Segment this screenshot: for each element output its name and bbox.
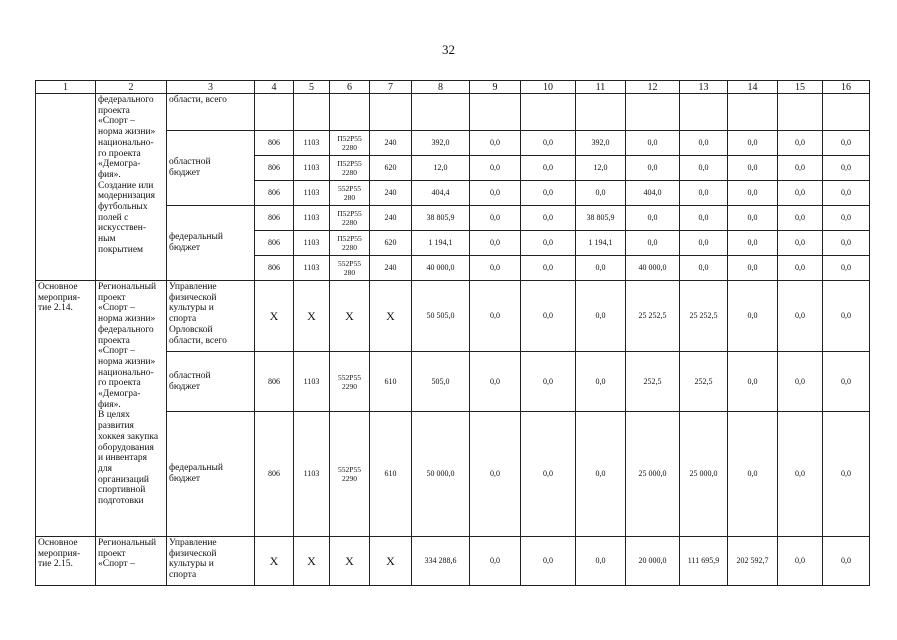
value-cell: 0,0	[778, 156, 823, 181]
value-cell: 0,0	[470, 231, 521, 256]
value-cell: 111 695,9	[680, 537, 728, 586]
value-cell: 806	[255, 352, 294, 412]
event-description: Региональный проект «Спорт –	[96, 537, 167, 586]
value-cell: 1103	[294, 206, 330, 231]
value-cell: 0,0	[823, 352, 870, 412]
value-cell: 0,0	[680, 156, 728, 181]
value-cell: 0,0	[470, 181, 521, 206]
column-header: 9	[470, 81, 521, 94]
col1-cell	[36, 94, 96, 281]
kbk-code-cell: 552Р55 280	[330, 256, 370, 281]
column-header: 8	[412, 81, 470, 94]
value-cell: 0,0	[576, 352, 626, 412]
value-cell: 12,0	[412, 156, 470, 181]
value-cell: 0,0	[728, 206, 778, 231]
value-cell: 0,0	[626, 231, 680, 256]
executor-cell: области, всего	[167, 94, 255, 131]
value-cell: 0,0	[778, 352, 823, 412]
value-cell: 0,0	[680, 206, 728, 231]
value-cell: 20 000,0	[626, 537, 680, 586]
value-cell: 0,0	[778, 537, 823, 586]
value-cell: 0,0	[728, 156, 778, 181]
column-header: 11	[576, 81, 626, 94]
value-cell: X	[294, 537, 330, 586]
value-cell: 25 000,0	[680, 412, 728, 537]
value-cell: 1103	[294, 231, 330, 256]
value-cell: 1103	[294, 131, 330, 156]
kbk-code-cell: П52Р55 2280	[330, 231, 370, 256]
value-cell: 806	[255, 181, 294, 206]
value-cell: 50 505,0	[412, 281, 470, 352]
kbk-code-cell: 552Р55 2290	[330, 412, 370, 537]
value-cell: 806	[255, 156, 294, 181]
value-cell: 0,0	[823, 156, 870, 181]
value-cell: 0,0	[626, 206, 680, 231]
value-cell: 240	[370, 131, 412, 156]
value-cell: 0,0	[470, 412, 521, 537]
value-cell	[412, 94, 470, 131]
column-header: 3	[167, 81, 255, 94]
value-cell: 0,0	[728, 181, 778, 206]
value-cell: 1 194,1	[412, 231, 470, 256]
value-cell: X	[294, 281, 330, 352]
executor-cell: Управление физической культуры и спорта	[167, 537, 255, 586]
value-cell: 0,0	[576, 181, 626, 206]
budget-source: федеральный бюджет	[167, 206, 255, 281]
value-cell: 0,0	[680, 231, 728, 256]
value-cell: X	[370, 537, 412, 586]
column-header: 1	[36, 81, 96, 94]
column-header: 2	[96, 81, 167, 94]
page-number: 32	[442, 42, 455, 57]
value-cell: 0,0	[823, 181, 870, 206]
value-cell: 0,0	[470, 537, 521, 586]
column-header: 14	[728, 81, 778, 94]
column-header: 16	[823, 81, 870, 94]
value-cell: 620	[370, 156, 412, 181]
value-cell: 0,0	[470, 281, 521, 352]
value-cell: 0,0	[728, 412, 778, 537]
value-cell: 806	[255, 231, 294, 256]
value-cell: 0,0	[823, 256, 870, 281]
value-cell: 0,0	[778, 412, 823, 537]
value-cell: 806	[255, 206, 294, 231]
value-cell: 0,0	[521, 156, 576, 181]
value-cell: 0,0	[470, 206, 521, 231]
value-cell: 392,0	[412, 131, 470, 156]
value-cell: 38 805,9	[412, 206, 470, 231]
value-cell: 25 252,5	[680, 281, 728, 352]
value-cell: 806	[255, 256, 294, 281]
value-cell	[521, 94, 576, 131]
value-cell	[823, 94, 870, 131]
column-header: 5	[294, 81, 330, 94]
value-cell: 404,0	[626, 181, 680, 206]
value-cell: 0,0	[778, 256, 823, 281]
value-cell: 0,0	[521, 256, 576, 281]
column-header: 4	[255, 81, 294, 94]
kbk-code-cell: X	[330, 537, 370, 586]
value-cell: 0,0	[778, 131, 823, 156]
value-cell: 240	[370, 206, 412, 231]
value-cell: 0,0	[778, 231, 823, 256]
value-cell	[255, 94, 294, 131]
value-cell: 202 592,7	[728, 537, 778, 586]
value-cell: 620	[370, 231, 412, 256]
column-header: 13	[680, 81, 728, 94]
value-cell: 0,0	[728, 352, 778, 412]
value-cell	[680, 94, 728, 131]
value-cell: 0,0	[680, 256, 728, 281]
value-cell: 0,0	[778, 206, 823, 231]
value-cell: 0,0	[778, 181, 823, 206]
value-cell	[576, 94, 626, 131]
value-cell: 1 194,1	[576, 231, 626, 256]
value-cell: 0,0	[576, 412, 626, 537]
value-cell: 0,0	[521, 131, 576, 156]
value-cell: 334 288,6	[412, 537, 470, 586]
value-cell: 0,0	[823, 412, 870, 537]
value-cell: 610	[370, 412, 412, 537]
value-cell: X	[370, 281, 412, 352]
budget-source: федеральный бюджет	[167, 412, 255, 537]
kbk-code-cell: П52Р55 2280	[330, 206, 370, 231]
value-cell: 0,0	[521, 537, 576, 586]
value-cell: 0,0	[521, 352, 576, 412]
value-cell: 1103	[294, 181, 330, 206]
value-cell	[778, 94, 823, 131]
value-cell: 25 252,5	[626, 281, 680, 352]
event-description: Региональный проект «Спорт – норма жизни» федерального проекта «Спорт – норма жизни» национально- го проекта «Демогра- фия». В целях развития хоккея закупка оборудования и инвентаря для организаций спортивной подготовки	[96, 281, 167, 537]
value-cell: 0,0	[470, 352, 521, 412]
value-cell: 0,0	[576, 537, 626, 586]
value-cell: 0,0	[823, 206, 870, 231]
value-cell: 1103	[294, 156, 330, 181]
value-cell: 0,0	[823, 231, 870, 256]
column-header: 7	[370, 81, 412, 94]
value-cell: 0,0	[521, 412, 576, 537]
value-cell: 0,0	[626, 131, 680, 156]
value-cell: 806	[255, 131, 294, 156]
value-cell: 40 000,0	[626, 256, 680, 281]
value-cell: 0,0	[823, 281, 870, 352]
value-cell: 0,0	[521, 181, 576, 206]
value-cell: 240	[370, 181, 412, 206]
value-cell: 25 000,0	[626, 412, 680, 537]
kbk-code-cell: 552Р55 2290	[330, 352, 370, 412]
event-number: Основное мероприя- тие 2.14.	[36, 281, 96, 537]
budget-table	[35, 80, 870, 586]
value-cell: 12,0	[576, 156, 626, 181]
value-cell: 0,0	[521, 231, 576, 256]
value-cell: 38 805,9	[576, 206, 626, 231]
header-row	[36, 81, 870, 94]
value-cell: 610	[370, 352, 412, 412]
table-row	[36, 281, 870, 352]
table-row	[36, 537, 870, 586]
value-cell: X	[255, 281, 294, 352]
event-description: федерального проекта «Спорт – норма жизни» национально- го проекта «Демогра- фия». Создание или модернизация футбольных полей с искусствен- ным покрытием	[96, 94, 167, 281]
kbk-code-cell: П52Р55 2280	[330, 131, 370, 156]
value-cell: 0,0	[728, 231, 778, 256]
value-cell: 0,0	[521, 206, 576, 231]
value-cell: 0,0	[470, 131, 521, 156]
value-cell: 252,5	[626, 352, 680, 412]
kbk-code-cell: П52Р55 2280	[330, 156, 370, 181]
value-cell: 0,0	[680, 131, 728, 156]
value-cell: 0,0	[576, 281, 626, 352]
value-cell: 0,0	[521, 281, 576, 352]
value-cell: 0,0	[823, 537, 870, 586]
value-cell: X	[255, 537, 294, 586]
kbk-code-cell: 552Р55 280	[330, 181, 370, 206]
value-cell: 0,0	[470, 256, 521, 281]
column-header: 15	[778, 81, 823, 94]
value-cell: 1103	[294, 256, 330, 281]
value-cell	[470, 94, 521, 131]
value-cell: 0,0	[778, 281, 823, 352]
value-cell: 50 000,0	[412, 412, 470, 537]
value-cell	[370, 94, 412, 131]
table-row	[36, 94, 870, 131]
value-cell: 0,0	[680, 181, 728, 206]
value-cell: 392,0	[576, 131, 626, 156]
value-cell: 505,0	[412, 352, 470, 412]
kbk-code-cell: X	[330, 281, 370, 352]
value-cell: 0,0	[626, 156, 680, 181]
value-cell: 240	[370, 256, 412, 281]
budget-source: областной бюджет	[167, 352, 255, 412]
value-cell: 806	[255, 412, 294, 537]
value-cell: 0,0	[576, 256, 626, 281]
column-header: 6	[330, 81, 370, 94]
value-cell	[728, 94, 778, 131]
value-cell	[294, 94, 330, 131]
value-cell: 1103	[294, 412, 330, 537]
value-cell	[626, 94, 680, 131]
value-cell: 40 000,0	[412, 256, 470, 281]
value-cell: 0,0	[728, 256, 778, 281]
column-header: 12	[626, 81, 680, 94]
value-cell: 1103	[294, 352, 330, 412]
event-number: Основное мероприя- тие 2.15.	[36, 537, 96, 586]
executor-cell: Управление физической культуры и спорта Орловской области, всего	[167, 281, 255, 352]
value-cell	[330, 94, 370, 131]
value-cell: 0,0	[728, 281, 778, 352]
budget-source: областной бюджет	[167, 131, 255, 206]
value-cell: 252,5	[680, 352, 728, 412]
value-cell: 0,0	[823, 131, 870, 156]
value-cell: 0,0	[728, 131, 778, 156]
value-cell: 0,0	[470, 156, 521, 181]
value-cell: 404,4	[412, 181, 470, 206]
column-header: 10	[521, 81, 576, 94]
